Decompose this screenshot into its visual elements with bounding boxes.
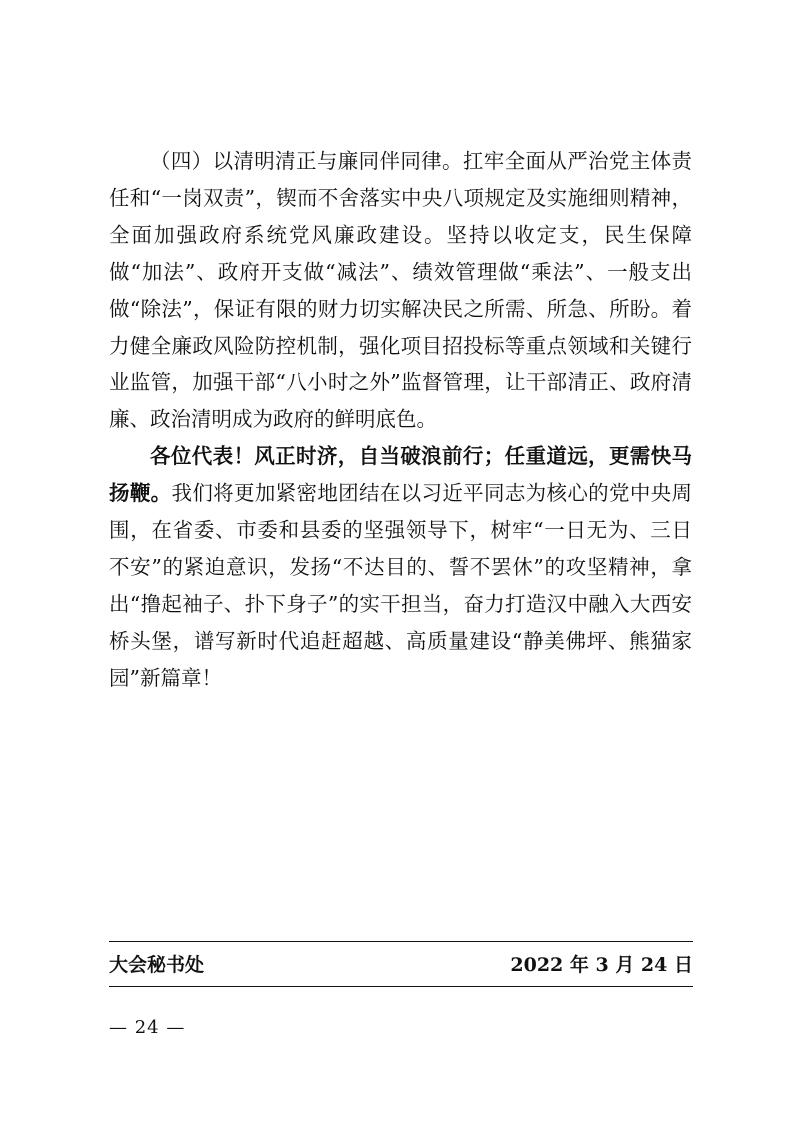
paragraph-text: 我们将更加紧密地团结在以习近平同志为核心的党中央周围，在省委、市委和县委的坚强领导下，树牢“一日无为、三日不安”的紧迫意识，发扬“不达目的、誓不罢休”的攻坚精神，拿出“撸起袖子、扑下身子”的实干担当，奋力打造汉中融入大西安桥头堡，谱写新时代追赶超越、高质量建设“静美佛坪、熊猫家园”新篇章！ xyxy=(109,481,692,690)
body-text xyxy=(109,143,692,697)
page-number: — 24 — xyxy=(109,1017,186,1038)
footer-issuer: 大会秘书处 xyxy=(109,954,205,976)
paragraph-closing-remarks xyxy=(109,438,692,696)
paragraph-bold-lead: 各位代表！风正时济，自当破浪前行；任重道远，更需快马扬鞭。 xyxy=(109,444,692,506)
footer-top-rule xyxy=(109,941,693,942)
footer-bottom-rule xyxy=(109,986,693,987)
paragraph-text: （四）以清明清正与廉同伴同律。扛牢全面从严治党主体责任和“一岗双责”，锲而不舍落实中央八项规定及实施细则精神，全面加强政府系统党风廉政建设。坚持以收定支，民生保障做“加法”、政府开支做“减法”、绩效管理做“乘法”、一般支出做“除法”，保证有限的财力切实解决民之所需、所急、所盼。着力健全廉政风险防控机制，强化项目招投标等重点领域和关键行业监管，加强干部“八小时之外”监督管理，让干部清正、政府清廉、政治清明成为政府的鲜明底色。 xyxy=(109,149,692,432)
paragraph-clean-government xyxy=(109,143,692,438)
footer-date: 2022 年 3 月 24 日 xyxy=(510,954,693,976)
